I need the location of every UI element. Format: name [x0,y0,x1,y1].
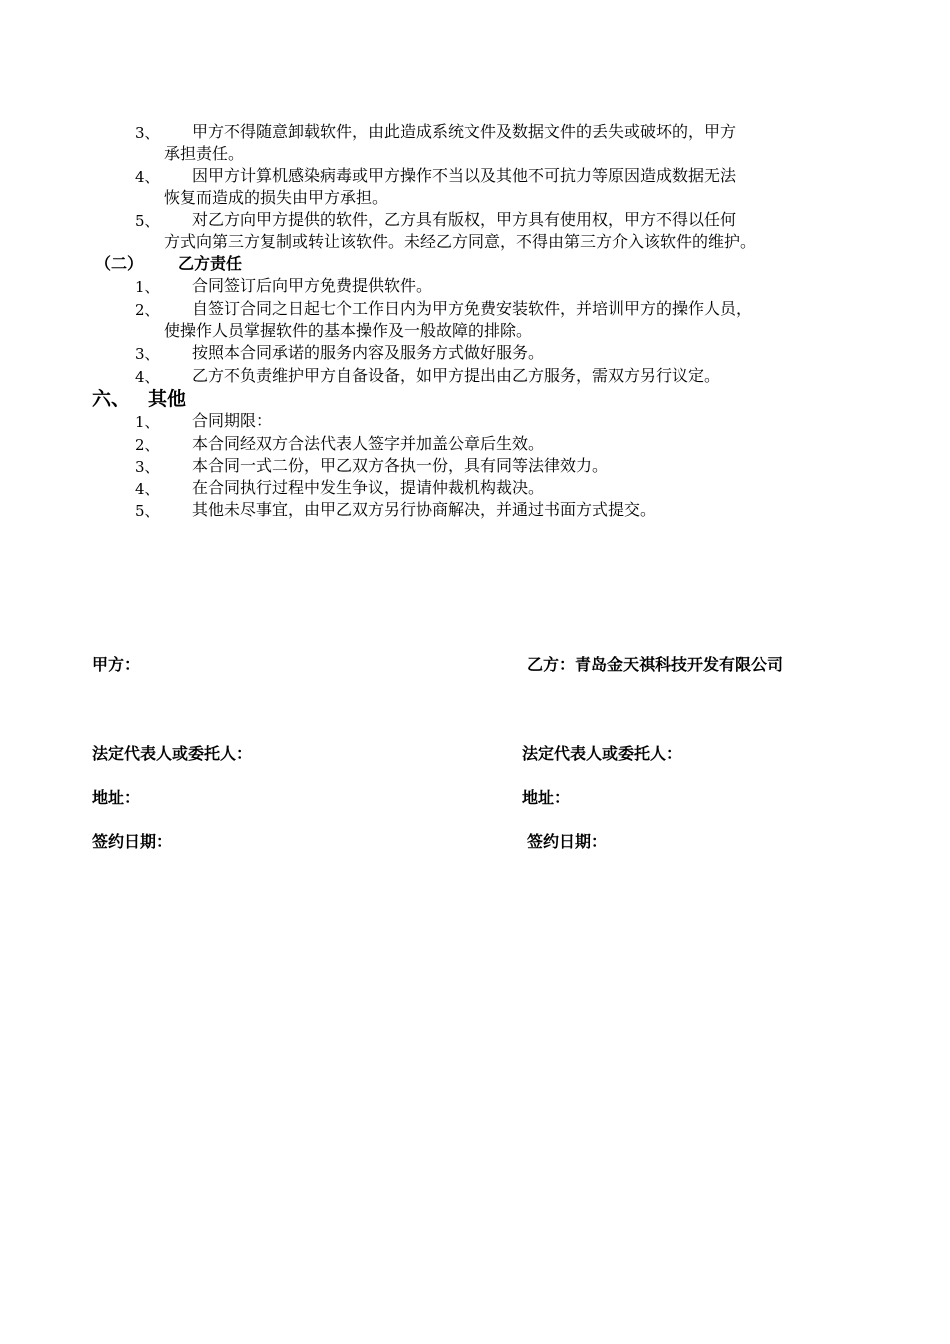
clause-number: 5、 [135,212,160,230]
clause-text: 本合同经双方合法代表人签字并加盖公章后生效。 [192,434,545,453]
party-b-representative-label: 法定代表人或委托人： [522,744,683,763]
clause-text: 因甲方计算机感染病毒或甲方操作不当以及其他不可抗力等原因造成数据无法 [192,166,737,185]
clause-text-cont: 承担责任。 [164,144,245,163]
clause-text: 乙方不负责维护甲方自备设备，如甲方提出由乙方服务，需双方另行议定。 [192,366,721,385]
section-title: 其他 [148,388,187,410]
clause-text: 自签订合同之日起七个工作日内为甲方免费安装软件，并培训甲方的操作人员， [192,299,753,318]
party-a-representative-label: 法定代表人或委托人： [92,744,253,763]
section-number: 六、 [92,388,131,410]
party-b-label: 乙方：青岛金天祺科技开发有限公司 [527,655,784,674]
clause-number: 1、 [135,278,160,296]
clause-number: 1、 [135,413,160,431]
clause-number: 3、 [135,124,160,142]
clause-number: 4、 [135,480,160,498]
clause-text: 对乙方向甲方提供的软件，乙方具有版权，甲方具有使用权，甲方不得以任何 [192,210,737,229]
section-title: 乙方责任 [178,254,243,273]
party-b-date-label: 签约日期： [527,832,608,851]
clause-number: 4、 [135,168,160,186]
clause-number: 5、 [135,502,160,520]
clause-number: 3、 [135,458,160,476]
clause-number: 3、 [135,345,160,363]
party-a-address-label: 地址： [92,788,141,807]
party-b-address-label: 地址： [522,788,571,807]
clause-text: 其他未尽事宜，由甲乙双方另行协商解决，并通过书面方式提交。 [192,500,657,519]
section-number: （二） [95,254,144,273]
clause-text: 本合同一式二份，甲乙双方各执一份，具有同等法律效力。 [192,456,609,475]
clause-text: 在合同执行过程中发生争议，提请仲裁机构裁决。 [192,478,545,497]
clause-text: 合同期限： [192,411,273,430]
clause-text-cont: 方式向第三方复制或转让该软件。未经乙方同意，不得由第三方介入该软件的维护。 [164,232,757,251]
clause-text: 按照本合同承诺的服务内容及服务方式做好服务。 [192,343,545,362]
party-a-label: 甲方： [92,655,141,674]
clause-number: 2、 [135,436,160,454]
clause-text-cont: 恢复而造成的损失由甲方承担。 [164,188,389,207]
clause-text: 甲方不得随意卸载软件，由此造成系统文件及数据文件的丢失或破坏的，甲方 [192,122,737,141]
clause-text-cont: 使操作人员掌握软件的基本操作及一般故障的排除。 [164,321,533,340]
party-a-date-label: 签约日期： [92,832,173,851]
clause-number: 4、 [135,368,160,386]
clause-text: 合同签订后向甲方免费提供软件。 [192,276,433,295]
clause-number: 2、 [135,301,160,319]
